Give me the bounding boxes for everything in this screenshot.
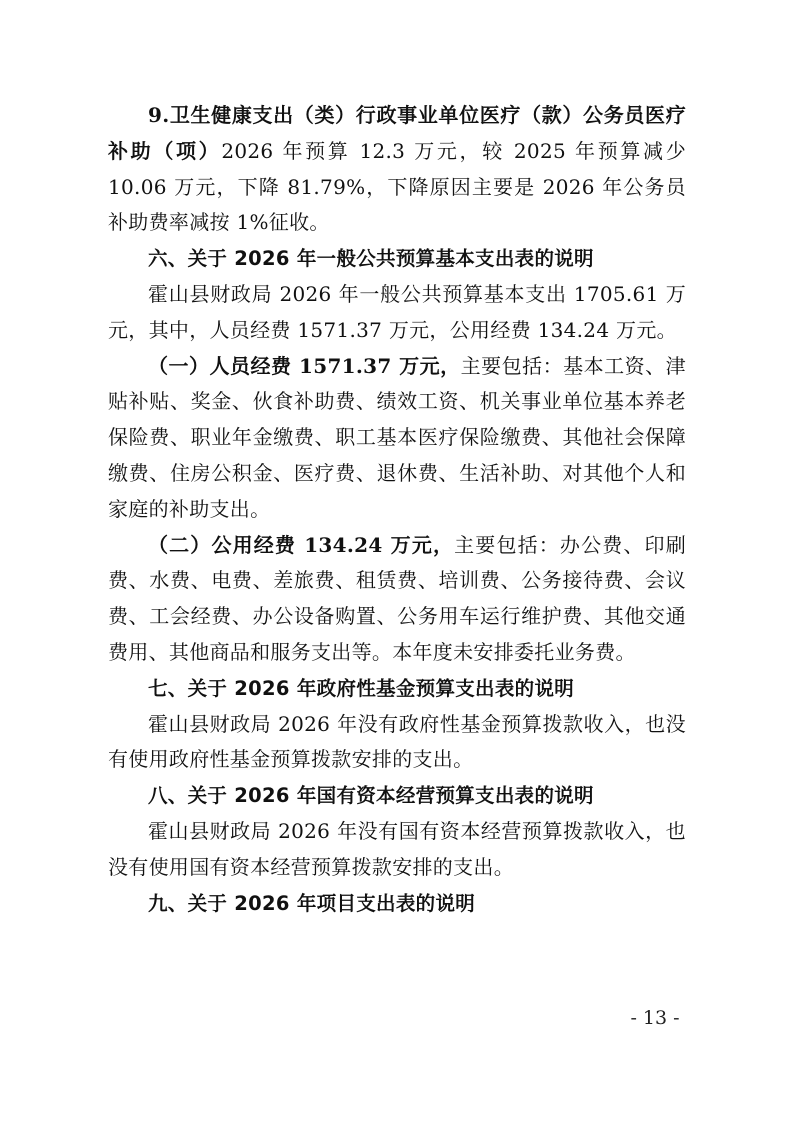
item9-paragraph bbox=[108, 98, 686, 241]
section6-intro: 霍山县财政局 2026 年一般公共预算基本支出 1705.61 万元，其中，人员经费 1571.37 万元，公用经费 134.24 万元。 bbox=[108, 281, 686, 342]
section8-heading: 八、关于 2026 年国有资本经营预算支出表的说明 bbox=[148, 784, 594, 808]
public-expense-paragraph bbox=[108, 528, 686, 671]
personnel-expense-body: 主要包括：基本工资、津贴补贴、奖金、伙食补助费、绩效工资、机关事业单位基本养老保险费、职业年金缴费、职工基本医疗保险缴费、其他社会保障缴费、住房公积金、医疗费、退休费、生活补助、对其他个人和家庭的补助支出。 bbox=[108, 353, 686, 521]
personnel-expense-title: （一）人员经费 1571.37 万元， bbox=[148, 353, 461, 378]
section6-heading: 六、关于 2026 年一般公共预算基本支出表的说明 bbox=[148, 247, 594, 271]
section7-heading: 七、关于 2026 年政府性基金预算支出表的说明 bbox=[148, 676, 575, 700]
section9-heading: 九、关于 2026 年项目支出表的说明 bbox=[148, 891, 476, 915]
item9-title: 9.卫生健康支出（类）行政事业单位医疗（款）公务员医疗补助（项） bbox=[108, 103, 686, 163]
personnel-expense-paragraph bbox=[108, 349, 686, 528]
section7-body: 霍山县财政局 2026 年没有政府性基金预算拨款收入，也没有使用政府性基金预算拨款安排的支出。 bbox=[108, 711, 686, 772]
page-number: - 13 - bbox=[630, 1007, 680, 1029]
section8-body: 霍山县财政局 2026 年没有国有资本经营预算拨款收入，也没有使用国有资本经营预算拨款安排的支出。 bbox=[108, 818, 686, 879]
public-expense-body: 主要包括：办公费、印刷费、水费、电费、差旅费、租赁费、培训费、公务接待费、会议费、工会经费、办公设备购置、公务用车运行维护费、其他交通费用、其他商品和服务支出等。本年度未安排委托业务费。 bbox=[108, 532, 686, 664]
public-expense-title: （二）公用经费 134.24 万元， bbox=[148, 532, 455, 557]
item9-body: 2026 年预算 12.3 万元，较 2025 年预算减少 10.06 万元，下降 81.79%，下降原因主要是 2026 年公务员补助费率减按 1%征收。 bbox=[108, 138, 686, 235]
document-page bbox=[108, 98, 686, 921]
